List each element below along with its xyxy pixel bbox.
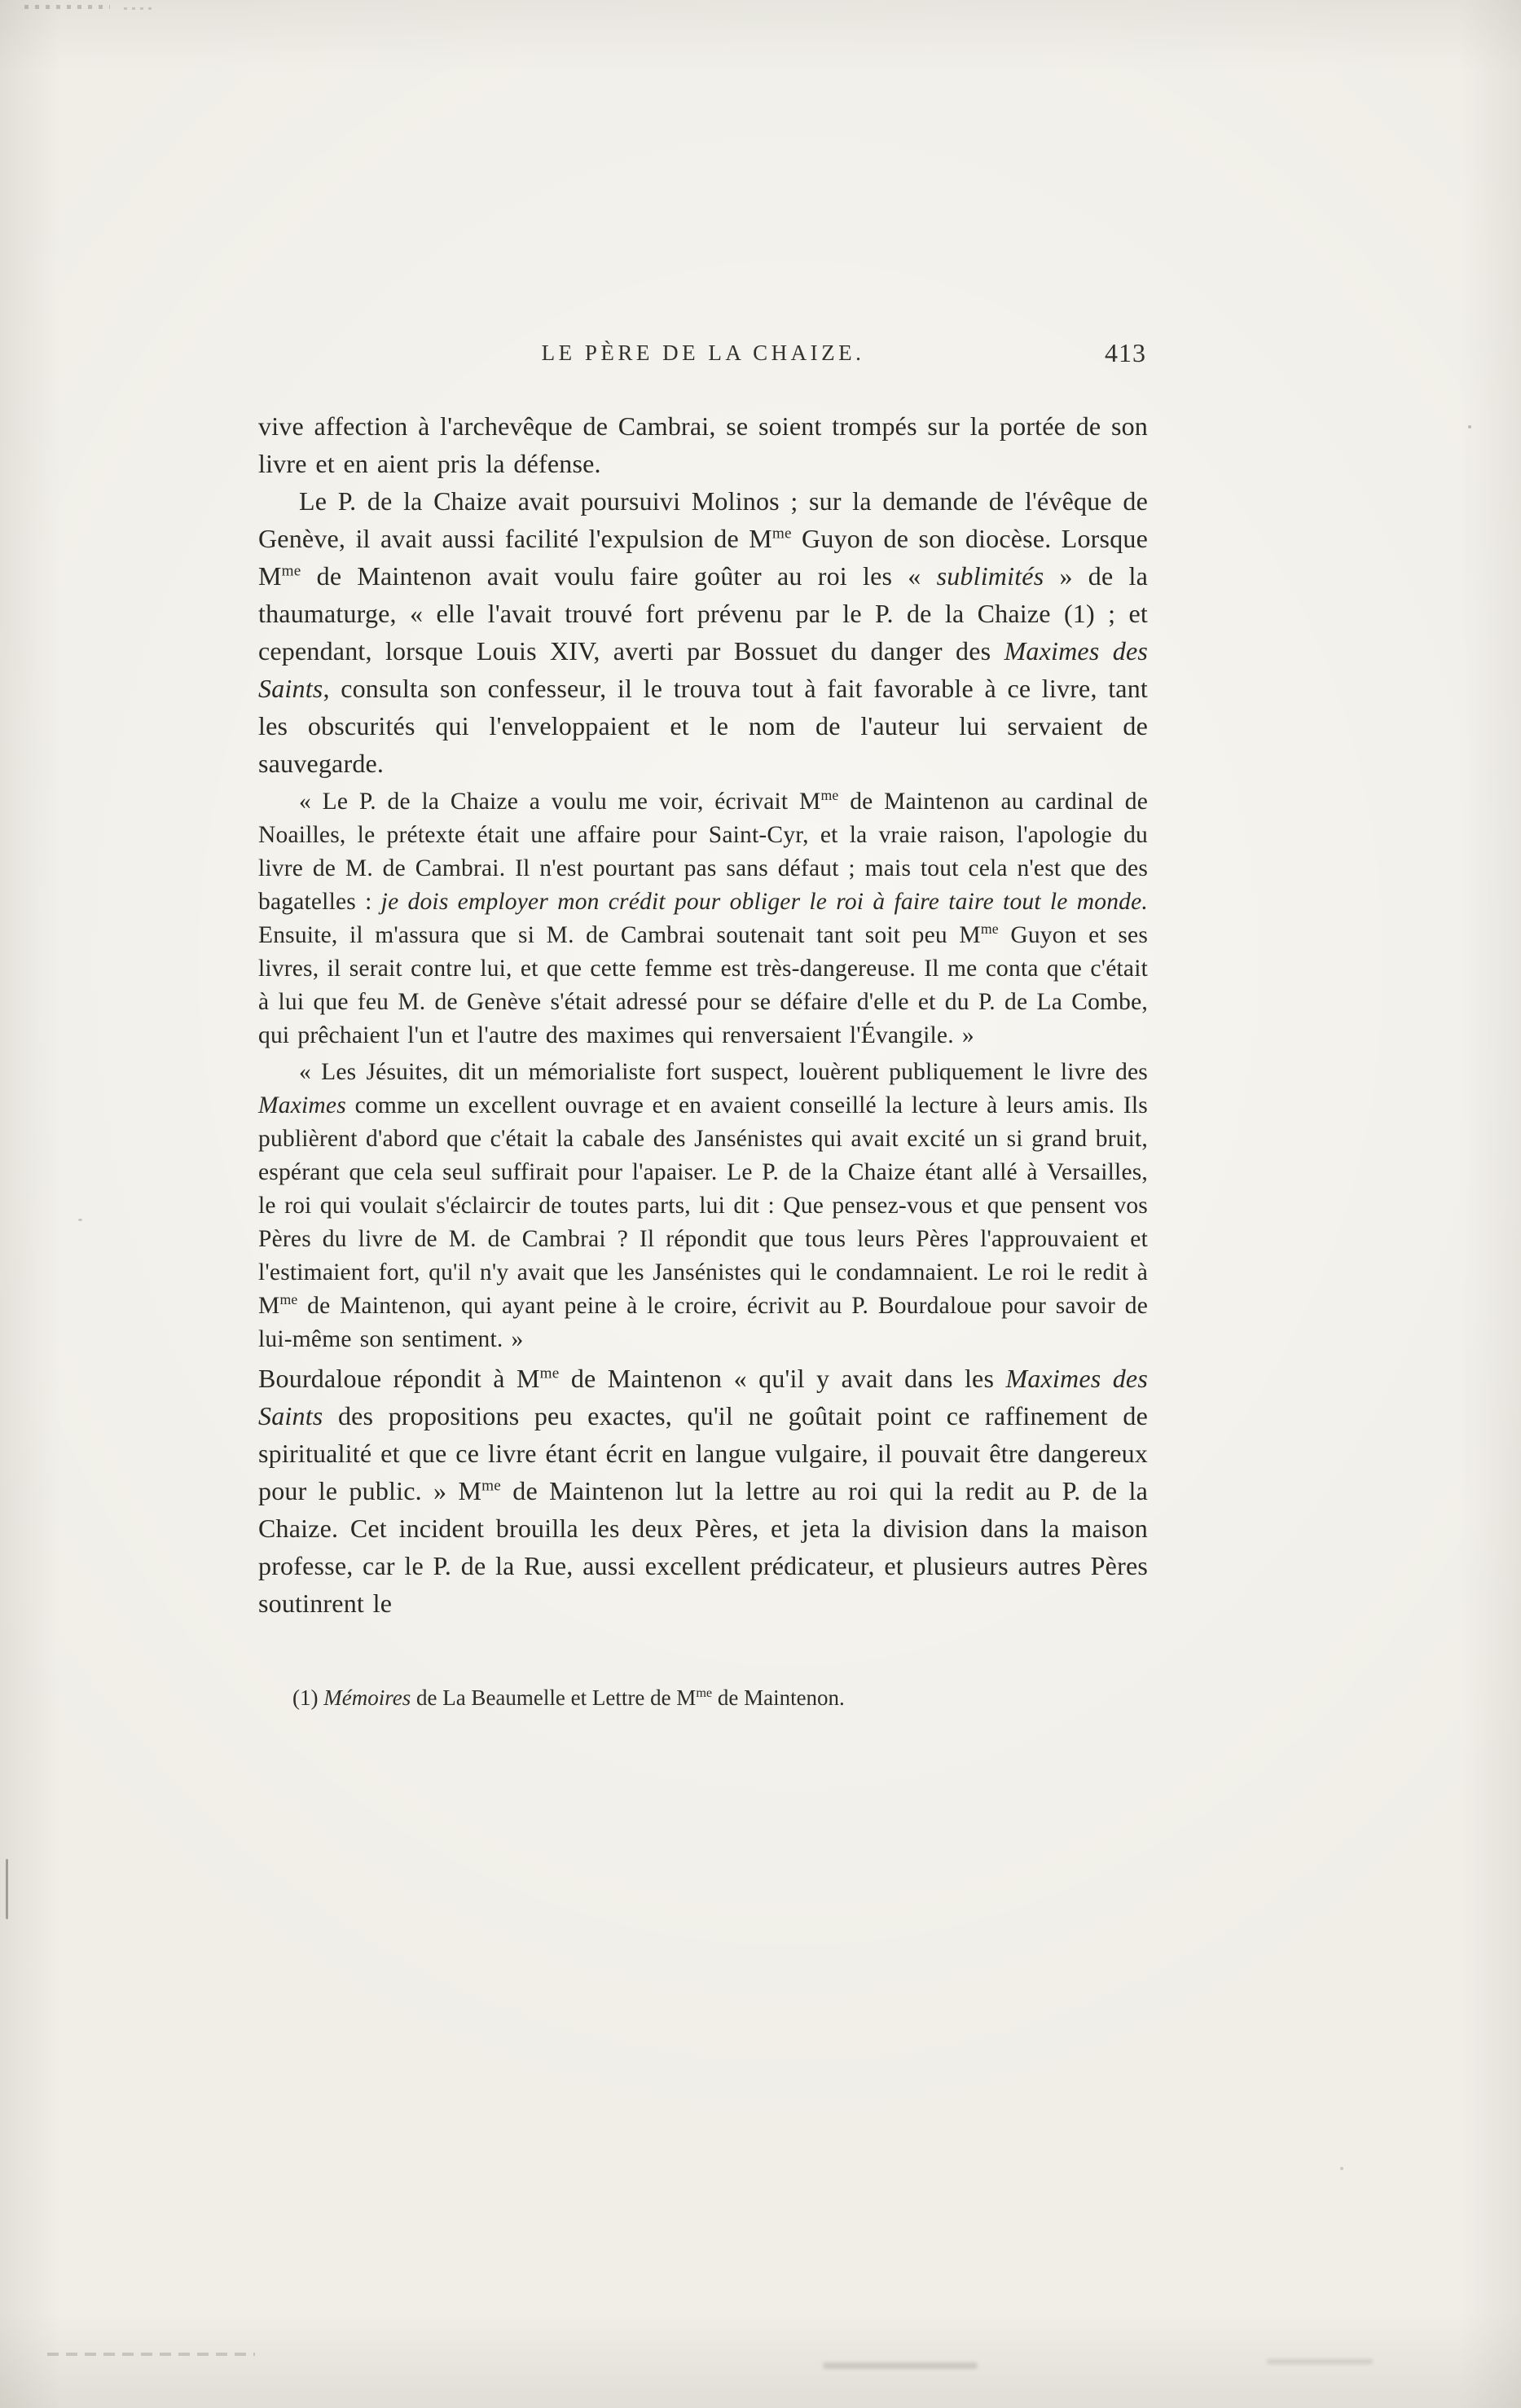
scan-artifact-bottom-dashes	[47, 2353, 255, 2356]
paragraph-molinos: Le P. de la Chaize avait poursuivi Molinos ; sur la demande de l'évêque de Genève, il avait aussi facilité l'expulsion de $M^{me}$ Guyon de son diocèse. Lorsque $M^{me}$ de Maintenon avait voulu faire goûter au roi les « sublimités » de la thaumaturge, « elle l'avait trouvé fort prévenu par le P. de la Chaize (1) ; et cependant, lorsque Louis XIV, averti par Bossuet du danger des Maximes des Saints, consulta son confesseur, il le trouva tout à fait favorable à ce livre, tant les obscurités qui l'enveloppaient et le nom de l'auteur lui servaient de sauvegarde.	[258, 486, 1148, 778]
page-number: 413	[1105, 338, 1146, 367]
scan-artifact-speck	[1340, 2167, 1343, 2170]
scan-artifact-bottom-smudge	[823, 2362, 978, 2369]
paragraph-continuation: vive affection à l'archevêque de Cambrai, se soient trompés sur la portée de son livre et en aient pris la défense.	[258, 411, 1148, 478]
paragraph-quote-maintenon: « Le P. de la Chaize a voulu me voir, écrivait $M^{me}$ de Maintenon au cardinal de Noailles, le prétexte était une affaire pour Saint-Cyr, et la vraie raison, l'apologie du livre de M. de Cambrai. Il n'est pourtant pas sans défaut ; mais tout cela n'est que des bagatelles : je dois employer mon crédit pour obliger le roi à faire taire tout le monde. Ensuite, il m'assura que si M. de Cambrai soutenait tant soit peu $M^{me}$ Guyon et ses livres, il serait contre lui, et que cette femme est très-dangereuse. Il me conta que c'était à lui que feu M. de Genève s'était adressé pour se défaire d'elle et du P. de La Combe, qui prêchaient l'un et l'autre des maximes qui renversaient l'Évangile. »	[258, 787, 1149, 1048]
paragraph-bourdaloue: Bourdaloue répondit à $M^{me}$ de Maintenon « qu'il y avait dans les Maximes des Saints des propositions peu exactes, qu'il ne goûtait point ce raffinement de spiritualité et que ce livre étant écrit en langue vulgaire, il pouvait être dangereux pour le public. » $M^{me}$ de Maintenon lut la lettre au roi qui la redit au P. de la Chaize. Cet incident brouilla les deux Pères, et jeta la division dans la maison professe, car le P. de la Rue, aussi excellent prédicateur, et plusieurs autres Pères soutinrent le	[258, 1364, 1148, 1618]
scan-artifact-left-margin-line	[6, 1859, 8, 1919]
running-header	[258, 338, 1148, 370]
paragraph-quote-jesuites: « Les Jésuites, dit un mémorialiste fort suspect, louèrent publiquement le livre des Maximes comme un excellent ouvrage et en avaient conseillé la lecture à leurs amis. Ils publièrent d'abord que c'était la cabale des Jansénistes qui avait excité un si grand bruit, espérant que cela seul suffirait pour l'apaiser. Le P. de la Chaize étant allé à Versailles, le roi qui voulait s'éclaircir de toutes parts, lui dit : Que pensez-vous et que pensent vos Pères du livre de M. de Cambrai ? Il répondit que tous leurs Pères l'approuvaient et l'estimaient fort, qu'il n'y avait que les Jansénistes qui le condamnaient. Le roi le redit à $M^{me}$ de Maintenon, qui ayant peine à le croire, écrivit au P. Bourdaloue pour savoir de lui-même son sentiment. »	[258, 1059, 1148, 1352]
scan-artifact-top-dots-2	[124, 7, 152, 10]
scan-artifact-top-dots	[24, 5, 110, 9]
scan-artifact-bottom-smudge-right	[1267, 2359, 1373, 2364]
scan-artifact-speck	[1468, 425, 1471, 428]
text-block	[258, 338, 1149, 1712]
body-text	[258, 407, 1148, 1622]
scan-artifact-speck	[78, 1219, 82, 1221]
page-header-title: LE PÈRE DE LA CHAIZE.	[541, 341, 865, 365]
footnote: (1) Mémoires de La Beaumelle et Lettre de $M^{me}$ de Maintenon.	[292, 1685, 845, 1710]
